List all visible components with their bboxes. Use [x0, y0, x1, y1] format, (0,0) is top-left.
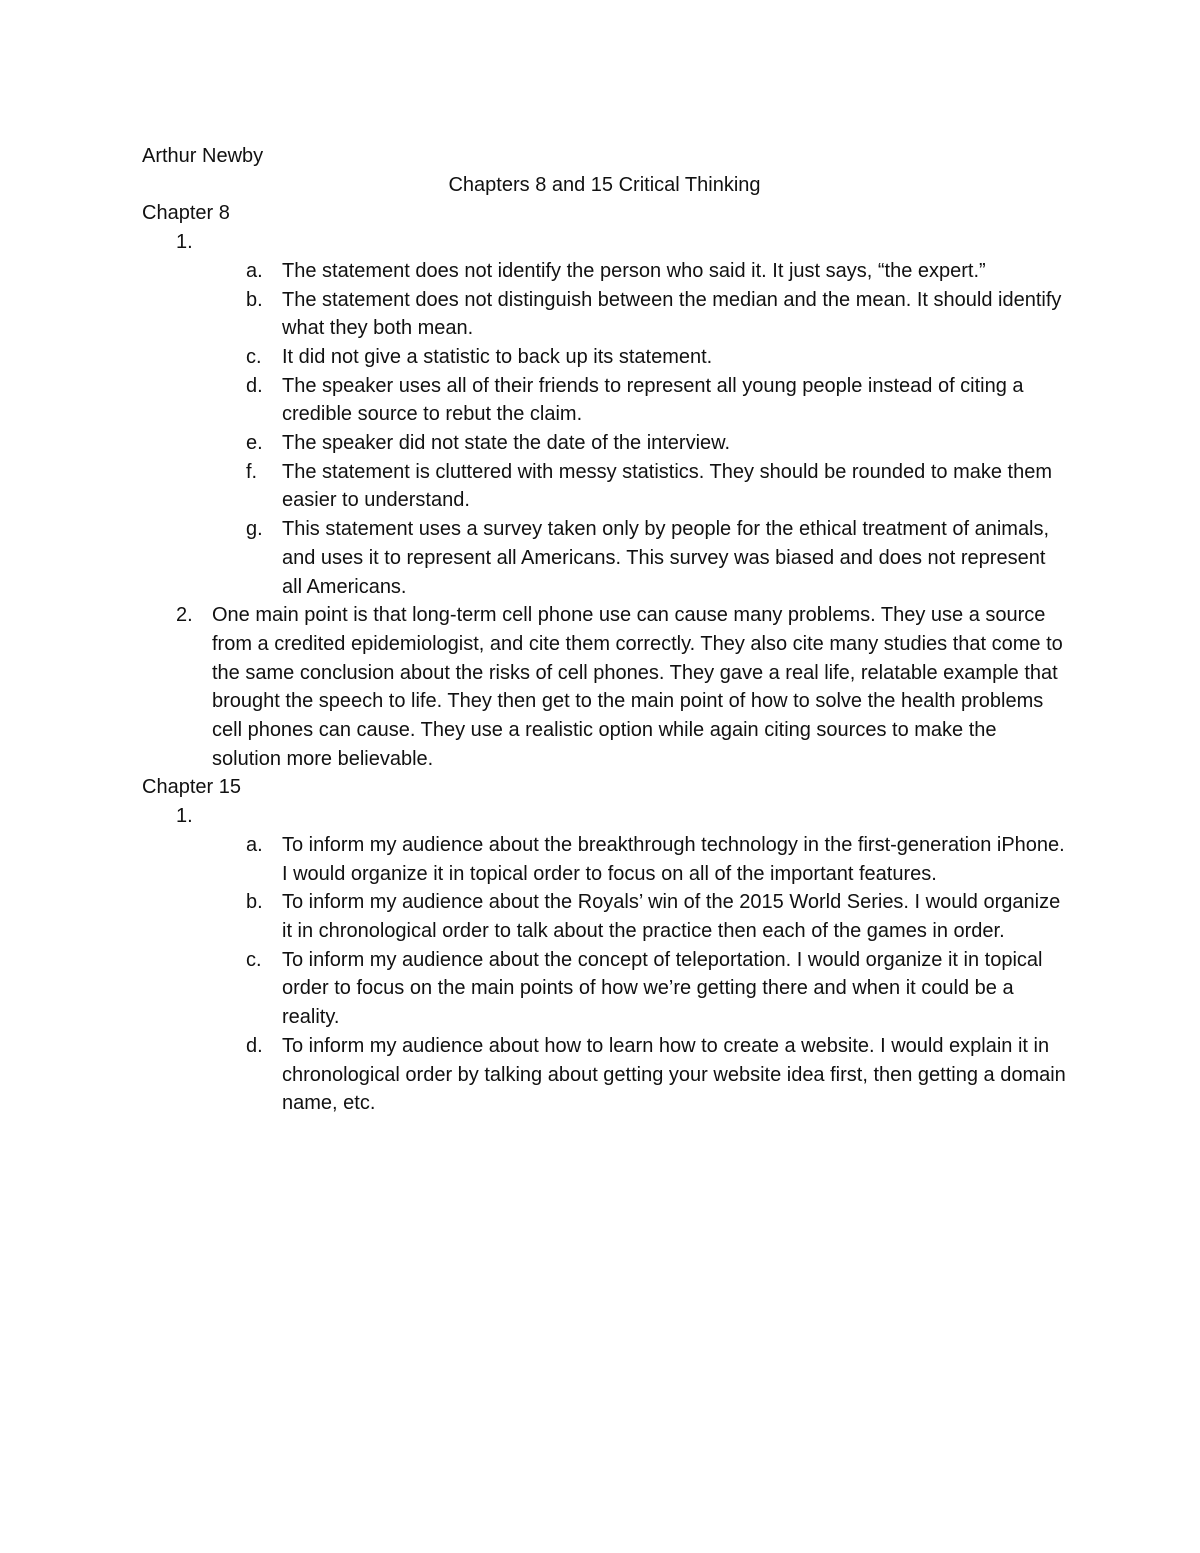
list-item-text [176, 802, 1067, 831]
sub-list-item [142, 372, 1067, 429]
list-number: 2. [176, 604, 193, 627]
list-item-text [176, 228, 1067, 257]
list-item-text: One main point is that long-term cell phone use can cause many problems. They use a source from a credited epidemiologist, and cite them correctly. They also cite many studies that come to the same conclusion about the risks of cell phones. They gave a real life, relatable example that brought the speech to life. They then get to the main point of how to solve the health problems cell phones can cause. They use a realistic option while again citing sources to make the solution more believable. [212, 604, 1063, 770]
list-item [142, 601, 1067, 773]
sub-list-item-text: The speaker uses all of their friends to represent all young people instead of citing a credible source to rebut the claim. [282, 374, 1024, 426]
sub-list-item-text: This statement uses a survey taken only by people for the ethical treatment of animals, and uses it to represent all Americans. This survey was biased and does not represent all Americans. [282, 518, 1050, 598]
document-content [142, 142, 1067, 1118]
list-number: 1. [176, 231, 193, 254]
list-letter: c. [246, 948, 262, 971]
list-letter: a. [246, 833, 263, 856]
page-title: Chapters 8 and 15 Critical Thinking [448, 173, 761, 196]
list-letter: d. [246, 374, 263, 397]
sub-list-item [142, 1032, 1067, 1118]
sub-list-item-text: To inform my audience about the breakthrough technology in the first-generation iPhone. I would organize it in topical order to focus on all of the important features. [282, 833, 1065, 885]
sub-list-item [142, 429, 1067, 458]
sub-list-item-text: It did not give a statistic to back up its statement. [282, 345, 713, 368]
list-letter: a. [246, 259, 263, 282]
list-item [142, 802, 1067, 831]
sub-list-item [142, 515, 1067, 601]
sub-list-item-text: The statement does not distinguish between the median and the mean. It should identify what they both mean. [282, 288, 1062, 340]
list-letter: e. [246, 432, 263, 455]
sub-list-item-text: The statement is cluttered with messy statistics. They should be rounded to make them easier to understand. [282, 460, 1052, 512]
sub-list-item [142, 286, 1067, 343]
sub-list-item [142, 946, 1067, 1032]
list-letter: b. [246, 288, 263, 311]
list-letter: f. [246, 460, 258, 483]
author-name: Arthur Newby [142, 145, 264, 167]
sub-list-item-text: To inform my audience about how to learn how to create a website. I would explain it in chronological order by talking about getting your website idea first, then getting a domain name, etc. [282, 1034, 1066, 1115]
sub-list-item-text: To inform my audience about the concept of teleportation. I would organize it in topical order to focus on the main points of how we’re getting there and when it could be a reality. [282, 948, 1043, 1029]
sub-list-item-text: The speaker did not state the date of the interview. [282, 432, 731, 455]
chapter-heading: Chapter 8 [142, 202, 230, 225]
chapter-heading: Chapter 15 [142, 776, 241, 799]
sub-list-item [142, 458, 1067, 515]
list-letter: d. [246, 1034, 263, 1057]
sub-list-item [142, 888, 1067, 945]
list-item [142, 228, 1067, 257]
sub-list-item [142, 257, 1067, 286]
sub-list-item-text: To inform my audience about the Royals’ win of the 2015 World Series. I would organize it in chronological order to talk about the practice then each of the games in order. [282, 891, 1061, 942]
list-number: 1. [176, 805, 193, 828]
list-letter: g. [246, 518, 263, 541]
sub-list-item [142, 831, 1067, 888]
list-letter: b. [246, 891, 263, 914]
sub-list-item-text: The statement does not identify the person who said it. It just says, “the expert.” [282, 259, 986, 282]
list-letter: c. [246, 345, 262, 368]
sub-list-item [142, 343, 1067, 372]
